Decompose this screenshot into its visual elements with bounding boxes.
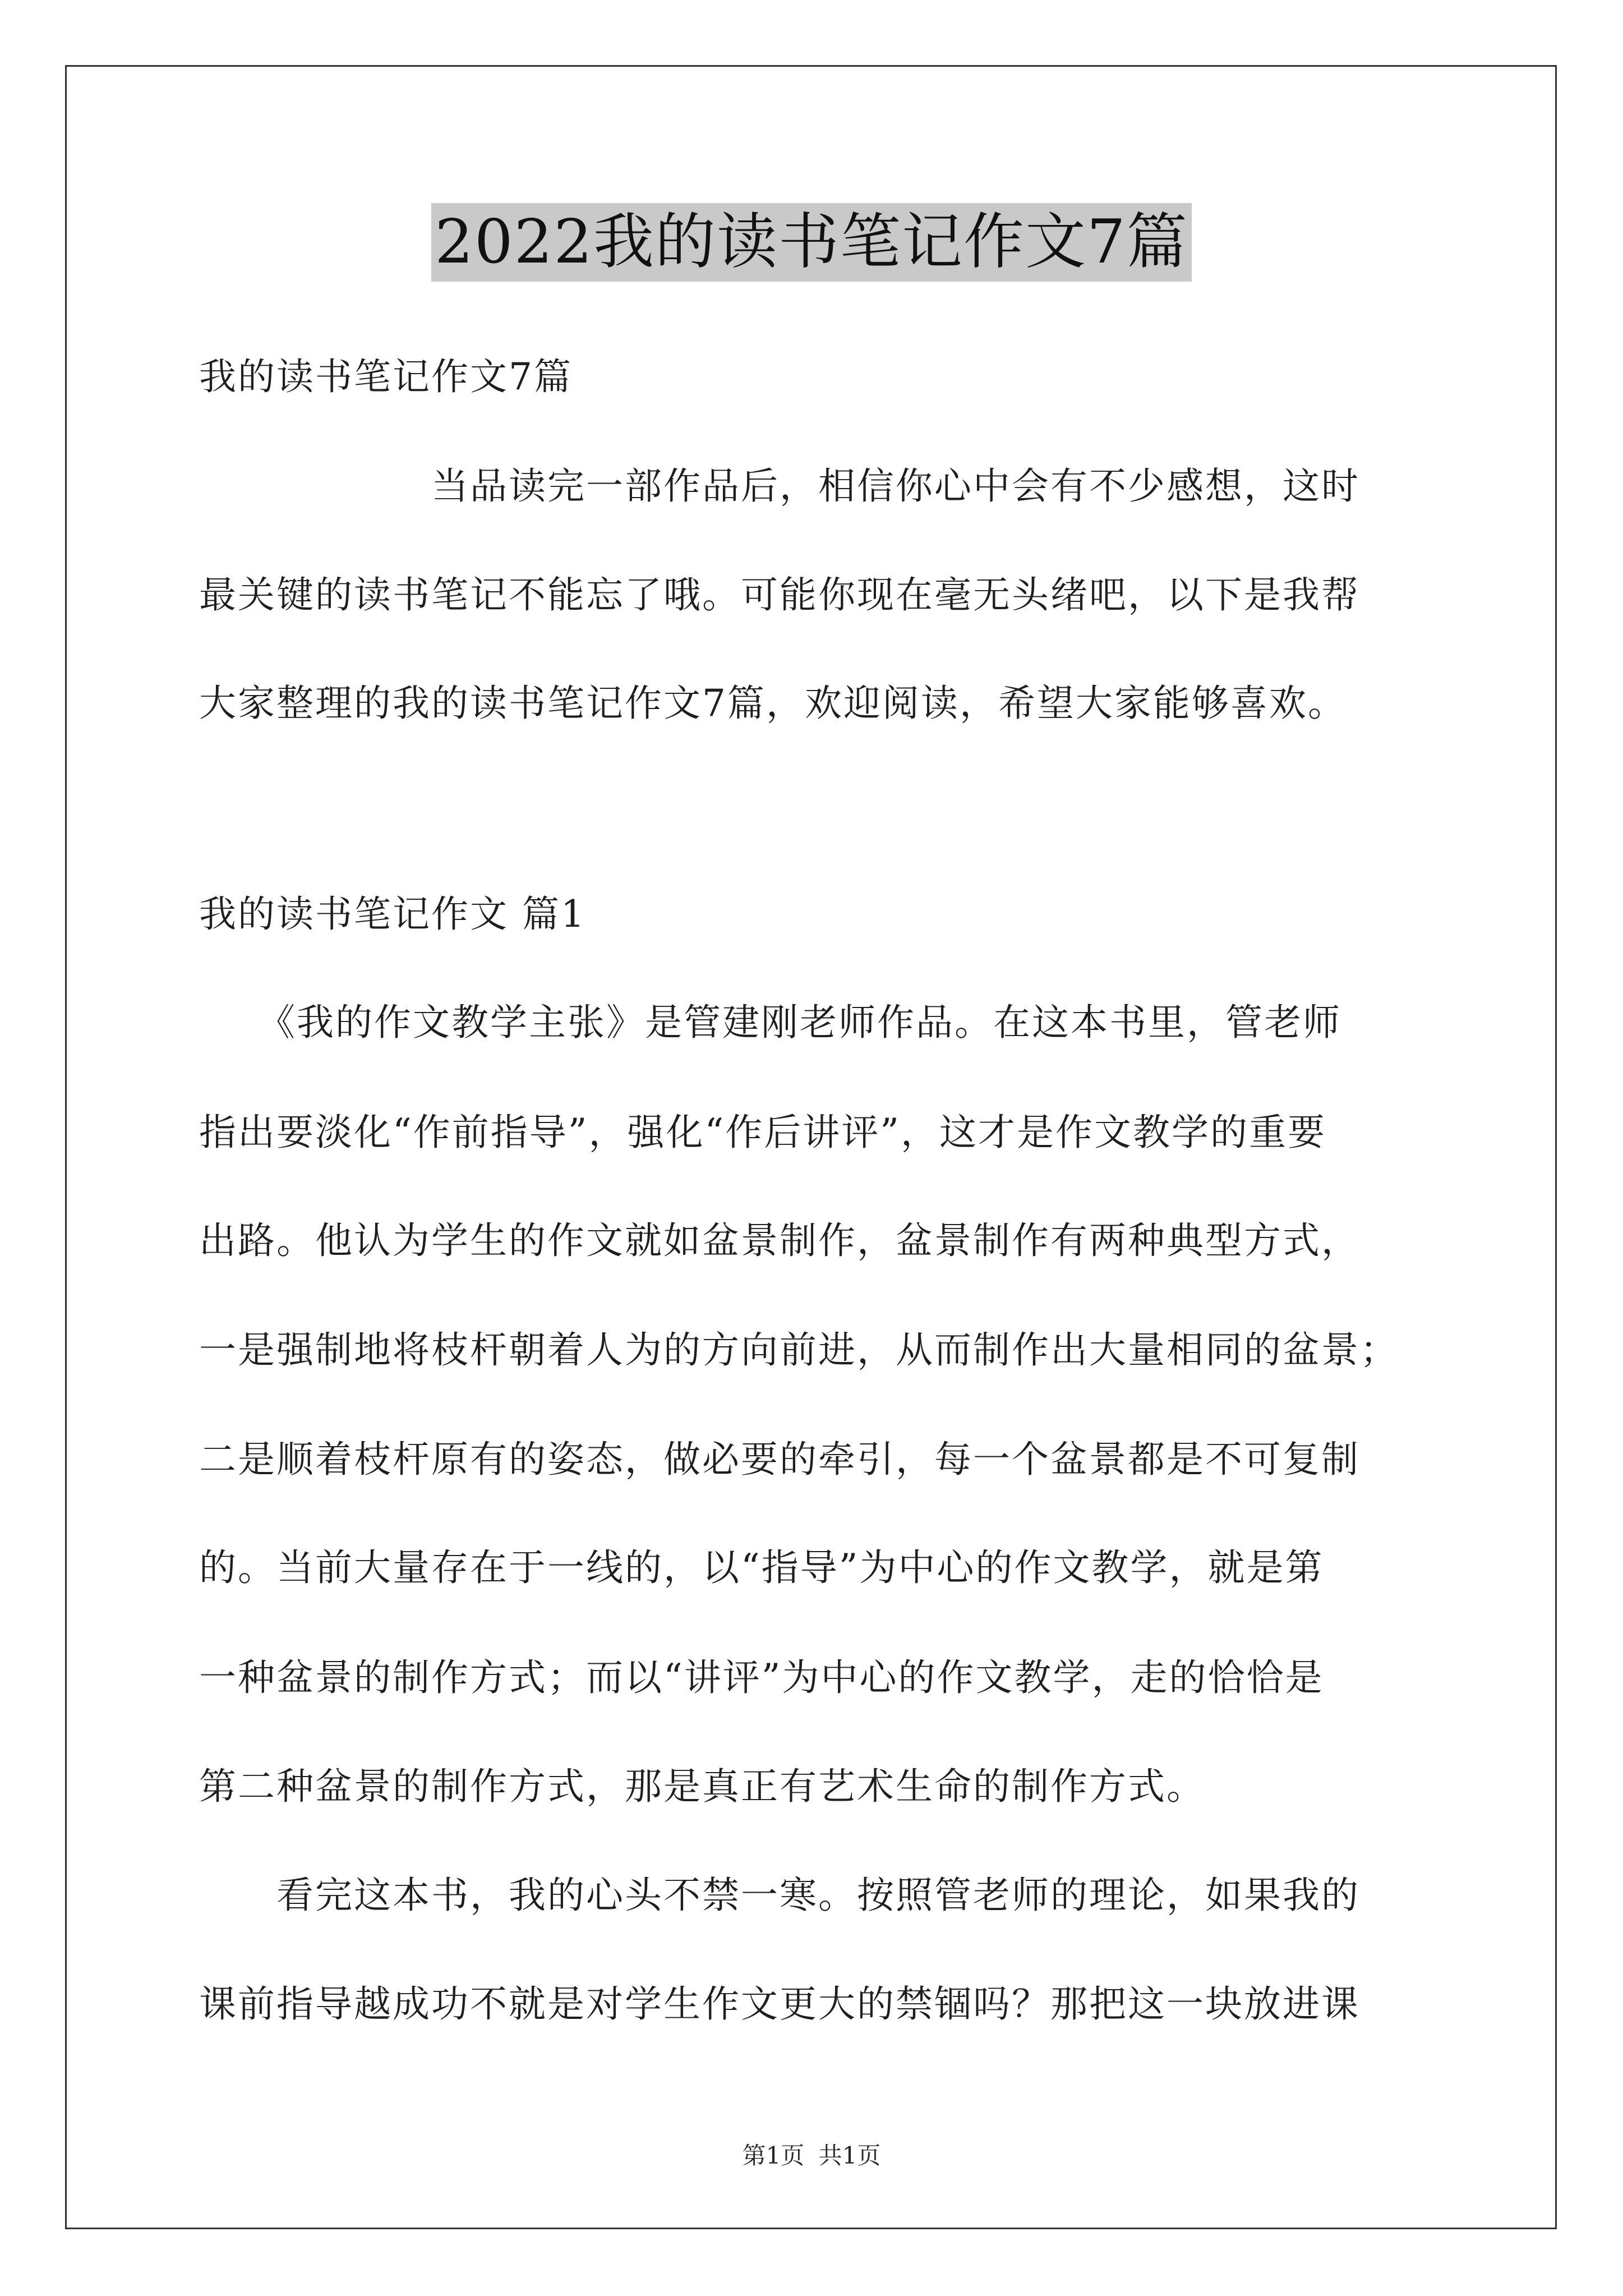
body-line: 的。当前大量存在于一线的，以“指导”为中心的作文教学，就是第 (199, 1546, 1324, 1589)
body-line: 当品读完一部作品后，相信你心中会有不少感想，这时 (199, 464, 1360, 508)
document-title: 2022我的读书笔记作文7篇 (431, 203, 1192, 282)
body-line: 看完这本书，我的心头不禁一寒。按照管老师的理论，如果我的 (199, 1874, 1360, 1917)
body-line: 大家整理的我的读书笔记作文7篇，欢迎阅读，希望大家能够喜欢。 (199, 682, 1347, 725)
subtitle-line: 我的读书笔记作文7篇 (199, 355, 573, 398)
body-line: 一是强制地将枝杆朝着人为的方向前进，从而制作出大量相同的盆景； (199, 1328, 1399, 1372)
body-line: 最关键的读书笔记不能忘了哦。可能你现在毫无头绪吧，以下是我帮 (199, 573, 1360, 616)
page-footer (0, 2140, 1623, 2171)
page-number: 第1页 (742, 2142, 805, 2169)
section-heading: 我的读书笔记作文 篇1 (199, 892, 586, 936)
body-line: 第二种盆景的制作方式，那是真正有艺术生命的制作方式。 (199, 1765, 1205, 1808)
body-line: 二是顺着枝杆原有的姿态，做必要的牵引，每一个盆景都是不可复制 (199, 1438, 1360, 1481)
body-line: 课前指导越成功不就是对学生作文更大的禁锢吗？那把这一块放进课 (199, 1982, 1360, 2026)
title-container (0, 203, 1623, 282)
page-total: 共1页 (818, 2142, 881, 2169)
body-line: 一种盆景的制作方式；而以“讲评”为中心的作文教学，走的恰恰是 (199, 1656, 1324, 1699)
body-line: 《我的作文教学主张》是管建刚老师作品。在这本书里，管老师 (199, 1001, 1341, 1044)
body-line: 指出要淡化“作前指导”，强化“作后讲评”，这才是作文教学的重要 (199, 1111, 1326, 1154)
body-line: 出路。他认为学生的作文就如盆景制作，盆景制作有两种典型方式， (199, 1219, 1360, 1262)
